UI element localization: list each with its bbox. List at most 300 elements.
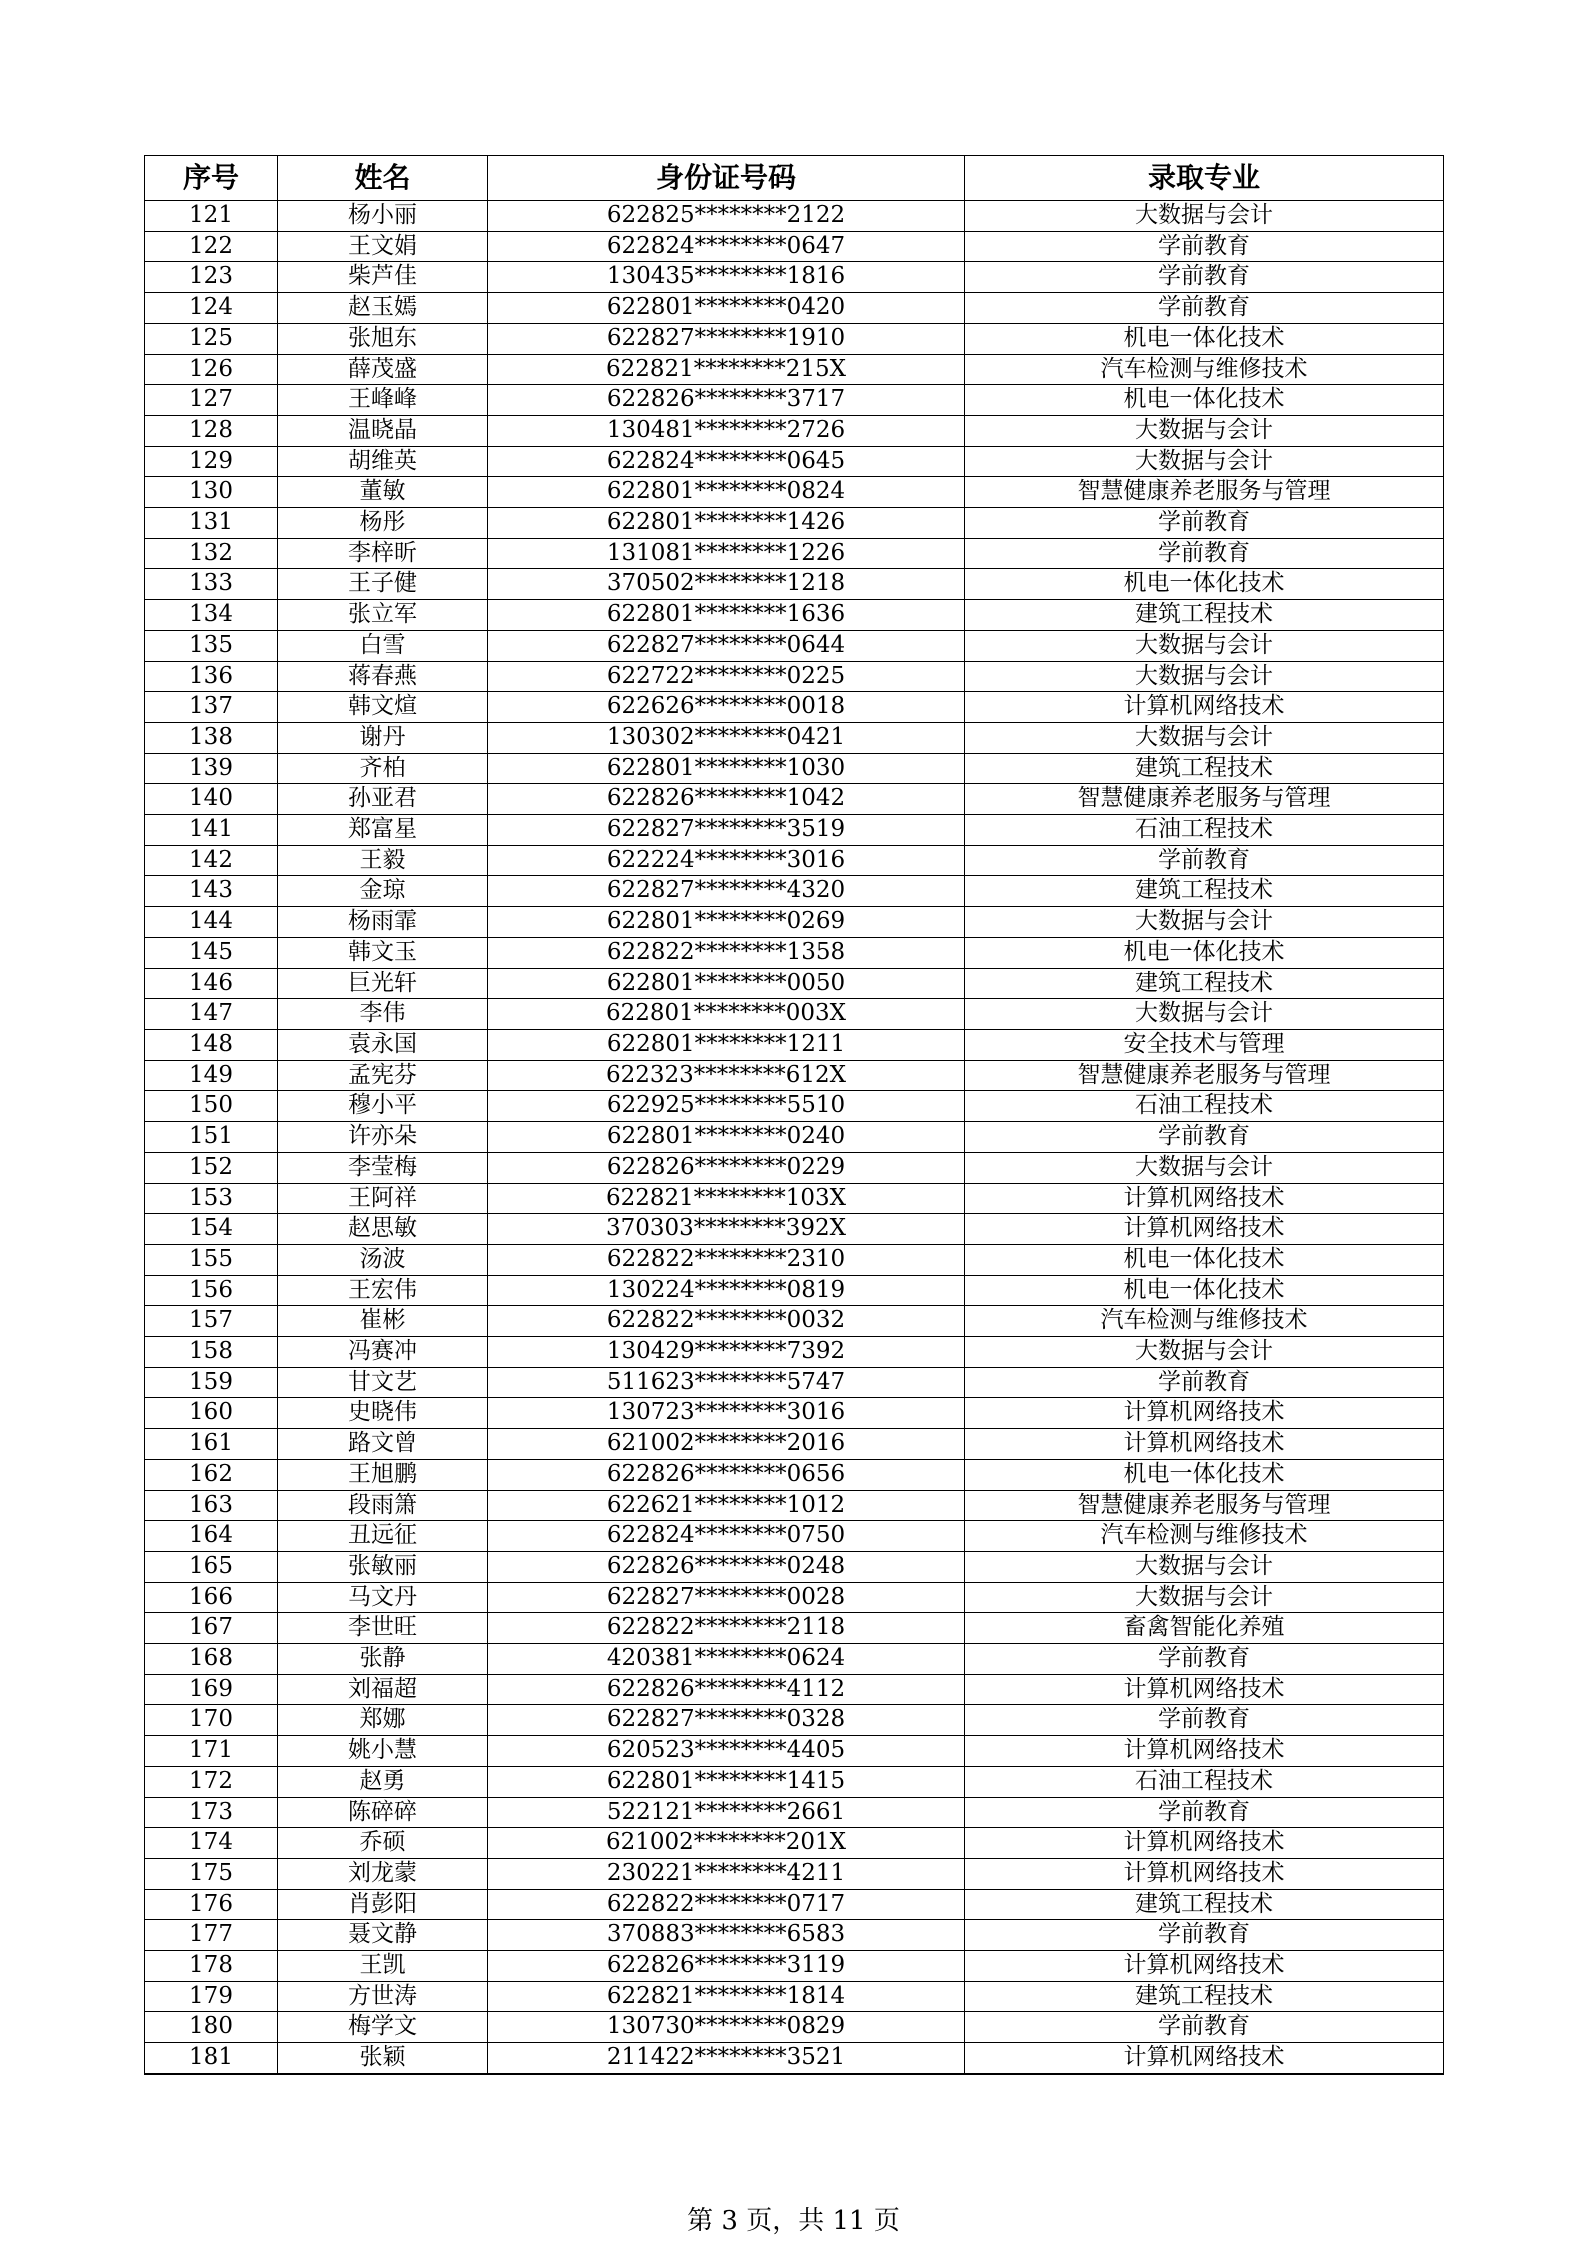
cell-major: 机电一体化技术 — [965, 1275, 1444, 1306]
table-row — [145, 630, 1444, 661]
cell-id-number: 622801********0240 — [488, 1122, 965, 1153]
cell-seq: 147 — [145, 999, 278, 1030]
cell-id-number: 622801********1211 — [488, 1029, 965, 1060]
cell-seq: 180 — [145, 2012, 278, 2043]
cell-id-number: 622626********0018 — [488, 692, 965, 723]
cell-seq: 136 — [145, 661, 278, 692]
table-row — [145, 1367, 1444, 1398]
cell-seq: 138 — [145, 722, 278, 753]
table-row — [145, 323, 1444, 354]
cell-id-number: 622826********3119 — [488, 1951, 965, 1982]
cell-name: 路文曾 — [278, 1429, 488, 1460]
cell-name: 张旭东 — [278, 323, 488, 354]
table-row — [145, 569, 1444, 600]
table-row — [145, 1613, 1444, 1644]
cell-major: 学前教育 — [965, 845, 1444, 876]
cell-seq: 176 — [145, 1889, 278, 1920]
cell-id-number: 130481********2726 — [488, 415, 965, 446]
cell-major: 学前教育 — [965, 508, 1444, 539]
cell-seq: 149 — [145, 1060, 278, 1091]
cell-name: 谢丹 — [278, 722, 488, 753]
cell-id-number: 370502********1218 — [488, 569, 965, 600]
cell-major: 建筑工程技术 — [965, 753, 1444, 784]
cell-major: 大数据与会计 — [965, 1582, 1444, 1613]
cell-name: 赵勇 — [278, 1766, 488, 1797]
table-row — [145, 1122, 1444, 1153]
cell-name: 袁永国 — [278, 1029, 488, 1060]
cell-seq: 166 — [145, 1582, 278, 1613]
cell-seq: 127 — [145, 385, 278, 416]
cell-seq: 121 — [145, 201, 278, 232]
cell-name: 白雪 — [278, 630, 488, 661]
cell-id-number: 130224********0819 — [488, 1275, 965, 1306]
cell-id-number: 622822********2310 — [488, 1244, 965, 1275]
cell-seq: 137 — [145, 692, 278, 723]
cell-name: 汤波 — [278, 1244, 488, 1275]
cell-id-number: 130302********0421 — [488, 722, 965, 753]
cell-major: 大数据与会计 — [965, 1551, 1444, 1582]
cell-major: 大数据与会计 — [965, 661, 1444, 692]
cell-seq: 130 — [145, 477, 278, 508]
cell-id-number: 622801********003X — [488, 999, 965, 1030]
cell-id-number: 622224********3016 — [488, 845, 965, 876]
cell-major: 学前教育 — [965, 1122, 1444, 1153]
table-row — [145, 1152, 1444, 1183]
cell-name: 穆小平 — [278, 1091, 488, 1122]
table-row — [145, 999, 1444, 1030]
cell-id-number: 621002********2016 — [488, 1429, 965, 1460]
cell-major: 机电一体化技术 — [965, 569, 1444, 600]
cell-major: 计算机网络技术 — [965, 1183, 1444, 1214]
header-seq: 序号 — [145, 156, 278, 201]
cell-name: 蒋春燕 — [278, 661, 488, 692]
cell-seq: 172 — [145, 1766, 278, 1797]
cell-id-number: 622801********0420 — [488, 293, 965, 324]
cell-major: 石油工程技术 — [965, 1091, 1444, 1122]
cell-seq: 178 — [145, 1951, 278, 1982]
cell-name: 姚小慧 — [278, 1736, 488, 1767]
cell-id-number: 622827********0028 — [488, 1582, 965, 1613]
cell-id-number: 622824********0647 — [488, 231, 965, 262]
cell-id-number: 230221********4211 — [488, 1858, 965, 1889]
cell-name: 梅学文 — [278, 2012, 488, 2043]
table-row — [145, 1459, 1444, 1490]
cell-seq: 174 — [145, 1828, 278, 1859]
cell-id-number: 622824********0750 — [488, 1521, 965, 1552]
cell-id-number: 622826********3717 — [488, 385, 965, 416]
cell-id-number: 522121********2661 — [488, 1797, 965, 1828]
table-row — [145, 1398, 1444, 1429]
cell-name: 薛茂盛 — [278, 354, 488, 385]
cell-name: 乔硕 — [278, 1828, 488, 1859]
cell-name: 李莹梅 — [278, 1152, 488, 1183]
cell-name: 杨彤 — [278, 508, 488, 539]
table-row — [145, 661, 1444, 692]
table-row — [145, 784, 1444, 815]
cell-major: 计算机网络技术 — [965, 1858, 1444, 1889]
cell-seq: 123 — [145, 262, 278, 293]
cell-name: 刘福超 — [278, 1674, 488, 1705]
cell-name: 巨光轩 — [278, 968, 488, 999]
cell-major: 机电一体化技术 — [965, 323, 1444, 354]
table-row — [145, 293, 1444, 324]
cell-id-number: 622822********0717 — [488, 1889, 965, 1920]
cell-id-number: 420381********0624 — [488, 1644, 965, 1675]
cell-id-number: 130723********3016 — [488, 1398, 965, 1429]
cell-name: 王子健 — [278, 569, 488, 600]
table-row — [145, 845, 1444, 876]
cell-seq: 158 — [145, 1337, 278, 1368]
cell-seq: 133 — [145, 569, 278, 600]
cell-major: 计算机网络技术 — [965, 1214, 1444, 1245]
cell-id-number: 211422********3521 — [488, 2043, 965, 2074]
cell-major: 机电一体化技术 — [965, 1459, 1444, 1490]
cell-name: 张颖 — [278, 2043, 488, 2074]
cell-id-number: 622822********2118 — [488, 1613, 965, 1644]
cell-name: 孟宪芬 — [278, 1060, 488, 1091]
cell-id-number: 622827********0328 — [488, 1705, 965, 1736]
cell-id-number: 622821********1814 — [488, 1981, 965, 2012]
cell-name: 王毅 — [278, 845, 488, 876]
cell-name: 段雨箫 — [278, 1490, 488, 1521]
cell-major: 计算机网络技术 — [965, 1429, 1444, 1460]
cell-name: 史晓伟 — [278, 1398, 488, 1429]
cell-major: 智慧健康养老服务与管理 — [965, 784, 1444, 815]
cell-major: 学前教育 — [965, 1705, 1444, 1736]
table-row — [145, 446, 1444, 477]
cell-name: 张敏丽 — [278, 1551, 488, 1582]
cell-major: 汽车检测与维修技术 — [965, 1521, 1444, 1552]
cell-name: 董敏 — [278, 477, 488, 508]
cell-name: 王凯 — [278, 1951, 488, 1982]
table-row — [145, 1183, 1444, 1214]
cell-name: 齐柏 — [278, 753, 488, 784]
cell-seq: 173 — [145, 1797, 278, 1828]
cell-major: 大数据与会计 — [965, 446, 1444, 477]
cell-major: 学前教育 — [965, 1367, 1444, 1398]
cell-id-number: 622801********0269 — [488, 907, 965, 938]
cell-seq: 125 — [145, 323, 278, 354]
cell-seq: 128 — [145, 415, 278, 446]
table-row — [145, 2012, 1444, 2043]
cell-major: 大数据与会计 — [965, 415, 1444, 446]
cell-major: 计算机网络技术 — [965, 1736, 1444, 1767]
cell-id-number: 622827********4320 — [488, 876, 965, 907]
cell-id-number: 622621********1012 — [488, 1490, 965, 1521]
table-row — [145, 1981, 1444, 2012]
table-row — [145, 692, 1444, 723]
cell-seq: 141 — [145, 815, 278, 846]
header-name: 姓名 — [278, 156, 488, 201]
cell-name: 郑富星 — [278, 815, 488, 846]
cell-id-number: 622826********1042 — [488, 784, 965, 815]
cell-major: 计算机网络技术 — [965, 1398, 1444, 1429]
cell-name: 崔彬 — [278, 1306, 488, 1337]
cell-major: 学前教育 — [965, 293, 1444, 324]
cell-seq: 157 — [145, 1306, 278, 1337]
table-row — [145, 1705, 1444, 1736]
table-row — [145, 1828, 1444, 1859]
cell-id-number: 370303********392X — [488, 1214, 965, 1245]
cell-id-number: 511623********5747 — [488, 1367, 965, 1398]
cell-seq: 144 — [145, 907, 278, 938]
cell-major: 大数据与会计 — [965, 201, 1444, 232]
cell-seq: 140 — [145, 784, 278, 815]
cell-seq: 156 — [145, 1275, 278, 1306]
cell-seq: 171 — [145, 1736, 278, 1767]
cell-id-number: 622821********215X — [488, 354, 965, 385]
cell-major: 机电一体化技术 — [965, 385, 1444, 416]
cell-seq: 126 — [145, 354, 278, 385]
admission-list-table — [144, 155, 1444, 2075]
cell-seq: 167 — [145, 1613, 278, 1644]
cell-name: 陈碎碎 — [278, 1797, 488, 1828]
cell-seq: 122 — [145, 231, 278, 262]
table-row — [145, 876, 1444, 907]
table-row — [145, 722, 1444, 753]
cell-seq: 170 — [145, 1705, 278, 1736]
table-header-row — [145, 156, 1444, 201]
cell-major: 石油工程技术 — [965, 1766, 1444, 1797]
table-row — [145, 1306, 1444, 1337]
cell-major: 计算机网络技术 — [965, 692, 1444, 723]
cell-seq: 151 — [145, 1122, 278, 1153]
header-major: 录取专业 — [965, 156, 1444, 201]
cell-name: 聂文静 — [278, 1920, 488, 1951]
cell-id-number: 622801********1426 — [488, 508, 965, 539]
cell-name: 刘龙蒙 — [278, 1858, 488, 1889]
table-row — [145, 1521, 1444, 1552]
table-row — [145, 1029, 1444, 1060]
cell-seq: 155 — [145, 1244, 278, 1275]
cell-major: 建筑工程技术 — [965, 968, 1444, 999]
cell-major: 建筑工程技术 — [965, 1981, 1444, 2012]
table-row — [145, 1490, 1444, 1521]
cell-seq: 179 — [145, 1981, 278, 2012]
cell-name: 韩文玉 — [278, 937, 488, 968]
table-row — [145, 1214, 1444, 1245]
cell-seq: 181 — [145, 2043, 278, 2074]
cell-major: 大数据与会计 — [965, 999, 1444, 1030]
cell-major: 大数据与会计 — [965, 1337, 1444, 1368]
cell-seq: 164 — [145, 1521, 278, 1552]
cell-id-number: 622824********0645 — [488, 446, 965, 477]
cell-name: 赵思敏 — [278, 1214, 488, 1245]
cell-major: 学前教育 — [965, 1920, 1444, 1951]
table-row — [145, 1644, 1444, 1675]
cell-major: 建筑工程技术 — [965, 876, 1444, 907]
cell-major: 计算机网络技术 — [965, 1828, 1444, 1859]
cell-seq: 175 — [145, 1858, 278, 1889]
cell-id-number: 622801********1415 — [488, 1766, 965, 1797]
cell-major: 汽车检测与维修技术 — [965, 1306, 1444, 1337]
cell-name: 杨小丽 — [278, 201, 488, 232]
cell-seq: 161 — [145, 1429, 278, 1460]
cell-name: 郑娜 — [278, 1705, 488, 1736]
table-row — [145, 508, 1444, 539]
cell-major: 畜禽智能化养殖 — [965, 1613, 1444, 1644]
cell-name: 李世旺 — [278, 1613, 488, 1644]
cell-seq: 154 — [145, 1214, 278, 1245]
cell-major: 计算机网络技术 — [965, 1951, 1444, 1982]
cell-seq: 142 — [145, 845, 278, 876]
cell-seq: 129 — [145, 446, 278, 477]
cell-major: 大数据与会计 — [965, 907, 1444, 938]
cell-seq: 153 — [145, 1183, 278, 1214]
table-row — [145, 262, 1444, 293]
cell-name: 李梓昕 — [278, 538, 488, 569]
cell-id-number: 622826********0229 — [488, 1152, 965, 1183]
cell-name: 李伟 — [278, 999, 488, 1030]
cell-seq: 169 — [145, 1674, 278, 1705]
cell-major: 学前教育 — [965, 1644, 1444, 1675]
cell-id-number: 622801********0050 — [488, 968, 965, 999]
table-row — [145, 231, 1444, 262]
cell-seq: 146 — [145, 968, 278, 999]
cell-name: 甘文艺 — [278, 1367, 488, 1398]
table-row — [145, 937, 1444, 968]
cell-seq: 148 — [145, 1029, 278, 1060]
header-id-number: 身份证号码 — [488, 156, 965, 201]
table-row — [145, 1244, 1444, 1275]
cell-major: 大数据与会计 — [965, 630, 1444, 661]
table-row — [145, 753, 1444, 784]
cell-seq: 145 — [145, 937, 278, 968]
cell-id-number: 622827********1910 — [488, 323, 965, 354]
cell-name: 胡维英 — [278, 446, 488, 477]
table-row — [145, 1736, 1444, 1767]
cell-id-number: 622821********103X — [488, 1183, 965, 1214]
table-row — [145, 1797, 1444, 1828]
cell-major: 机电一体化技术 — [965, 1244, 1444, 1275]
cell-id-number: 622827********0644 — [488, 630, 965, 661]
cell-name: 王宏伟 — [278, 1275, 488, 1306]
table-row — [145, 1951, 1444, 1982]
cell-major: 学前教育 — [965, 2012, 1444, 2043]
cell-major: 石油工程技术 — [965, 815, 1444, 846]
cell-id-number: 131081********1226 — [488, 538, 965, 569]
cell-seq: 165 — [145, 1551, 278, 1582]
cell-seq: 134 — [145, 600, 278, 631]
cell-id-number: 622826********0248 — [488, 1551, 965, 1582]
cell-id-number: 622825********2122 — [488, 201, 965, 232]
cell-seq: 162 — [145, 1459, 278, 1490]
cell-id-number: 130435********1816 — [488, 262, 965, 293]
cell-name: 柴芦佳 — [278, 262, 488, 293]
cell-major: 智慧健康养老服务与管理 — [965, 477, 1444, 508]
table-row — [145, 1858, 1444, 1889]
cell-name: 冯赛冲 — [278, 1337, 488, 1368]
cell-major: 安全技术与管理 — [965, 1029, 1444, 1060]
cell-id-number: 370883********6583 — [488, 1920, 965, 1951]
cell-id-number: 622822********0032 — [488, 1306, 965, 1337]
table-row — [145, 385, 1444, 416]
cell-name: 丑远征 — [278, 1521, 488, 1552]
cell-seq: 124 — [145, 293, 278, 324]
cell-id-number: 621002********201X — [488, 1828, 965, 1859]
cell-name: 马文丹 — [278, 1582, 488, 1613]
cell-id-number: 130730********0829 — [488, 2012, 965, 2043]
table-row — [145, 1060, 1444, 1091]
cell-id-number: 622925********5510 — [488, 1091, 965, 1122]
cell-seq: 152 — [145, 1152, 278, 1183]
cell-name: 许亦朵 — [278, 1122, 488, 1153]
cell-name: 孙亚君 — [278, 784, 488, 815]
table-row — [145, 1429, 1444, 1460]
table-row — [145, 968, 1444, 999]
cell-major: 大数据与会计 — [965, 1152, 1444, 1183]
table-row — [145, 1551, 1444, 1582]
cell-seq: 150 — [145, 1091, 278, 1122]
cell-name: 王旭鹏 — [278, 1459, 488, 1490]
cell-seq: 160 — [145, 1398, 278, 1429]
cell-seq: 139 — [145, 753, 278, 784]
cell-seq: 159 — [145, 1367, 278, 1398]
table-row — [145, 538, 1444, 569]
cell-major: 大数据与会计 — [965, 722, 1444, 753]
cell-name: 王文娟 — [278, 231, 488, 262]
cell-seq: 135 — [145, 630, 278, 661]
cell-major: 汽车检测与维修技术 — [965, 354, 1444, 385]
table-row — [145, 1766, 1444, 1797]
table-row — [145, 1337, 1444, 1368]
table-row — [145, 815, 1444, 846]
cell-major: 机电一体化技术 — [965, 937, 1444, 968]
cell-major: 学前教育 — [965, 538, 1444, 569]
cell-name: 张立军 — [278, 600, 488, 631]
cell-name: 赵玉嫣 — [278, 293, 488, 324]
cell-major: 学前教育 — [965, 231, 1444, 262]
cell-seq: 163 — [145, 1490, 278, 1521]
cell-name: 杨雨霏 — [278, 907, 488, 938]
cell-major: 学前教育 — [965, 1797, 1444, 1828]
table-row — [145, 1091, 1444, 1122]
cell-seq: 177 — [145, 1920, 278, 1951]
cell-seq: 168 — [145, 1644, 278, 1675]
cell-name: 韩文煊 — [278, 692, 488, 723]
table-row — [145, 1920, 1444, 1951]
table-row — [145, 907, 1444, 938]
table-row — [145, 1582, 1444, 1613]
cell-name: 张静 — [278, 1644, 488, 1675]
cell-id-number: 622827********3519 — [488, 815, 965, 846]
cell-name: 温晓晶 — [278, 415, 488, 446]
table-row — [145, 415, 1444, 446]
cell-id-number: 622822********1358 — [488, 937, 965, 968]
cell-id-number: 622826********4112 — [488, 1674, 965, 1705]
cell-id-number: 620523********4405 — [488, 1736, 965, 1767]
cell-name: 方世涛 — [278, 1981, 488, 2012]
table-row — [145, 1674, 1444, 1705]
cell-id-number: 622801********1030 — [488, 753, 965, 784]
cell-id-number: 622801********1636 — [488, 600, 965, 631]
cell-major: 学前教育 — [965, 262, 1444, 293]
cell-seq: 131 — [145, 508, 278, 539]
cell-id-number: 622323********612X — [488, 1060, 965, 1091]
table-row — [145, 477, 1444, 508]
cell-id-number: 130429********7392 — [488, 1337, 965, 1368]
cell-major: 建筑工程技术 — [965, 1889, 1444, 1920]
cell-name: 王峰峰 — [278, 385, 488, 416]
table-row — [145, 354, 1444, 385]
table-row — [145, 1275, 1444, 1306]
page-number-footer: 第 3 页，共 11 页 — [687, 2206, 900, 2236]
table-row — [145, 1889, 1444, 1920]
cell-name: 肖彭阳 — [278, 1889, 488, 1920]
cell-major: 计算机网络技术 — [965, 2043, 1444, 2074]
table-row — [145, 600, 1444, 631]
cell-major: 建筑工程技术 — [965, 600, 1444, 631]
